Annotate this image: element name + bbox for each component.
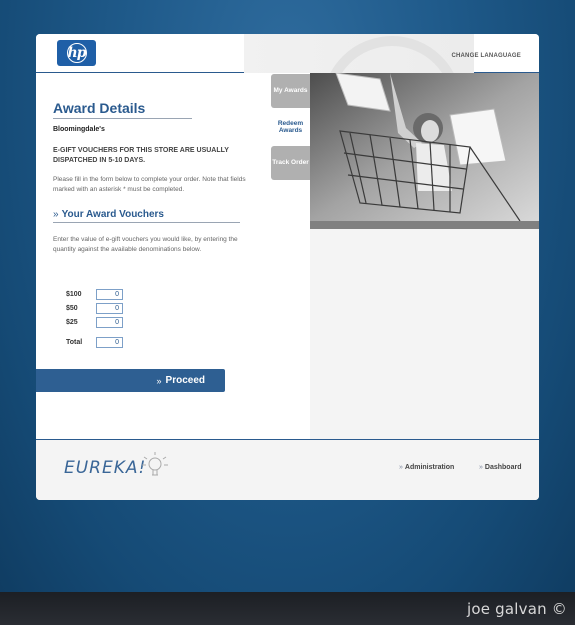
denomination-row-100 [66,288,123,300]
quantity-input-50[interactable]: 0 [96,303,123,314]
lightbulb-icon [139,450,171,482]
proceed-button[interactable] [36,369,225,392]
right-panel [310,229,539,439]
vouchers-section-title [53,209,240,223]
quantity-input-25[interactable]: 0 [96,317,123,328]
header [36,34,539,73]
credit-text: joe galvan © [467,600,567,618]
denomination-label: $50 [66,304,78,312]
hp-logo[interactable] [57,40,96,66]
administration-link[interactable] [399,464,454,471]
hero-divider [310,221,539,229]
footer [36,439,539,500]
change-language-link[interactable]: CHANGE LANAGUAGE [451,53,521,59]
dashboard-label: Dashboard [484,464,522,471]
denomination-label: $25 [66,318,78,326]
side-tabs [271,74,310,182]
administration-label: Administration [404,464,455,471]
proceed-chevron-icon: » [156,375,162,386]
dashboard-link[interactable] [479,464,521,471]
section-chevron-icon: » [53,209,59,220]
page-title: Award Details [53,100,192,119]
section-title-label: Your Award Vouchers [61,209,164,220]
store-name: Bloomingdale's [53,126,105,133]
quantity-input-100[interactable]: 0 [96,289,123,300]
hero-image [310,73,539,221]
link-chevron-icon: » [399,464,403,471]
total-label: Total [66,338,83,346]
link-chevron-icon: » [479,464,483,471]
total-row [66,336,123,348]
main-card [36,34,539,500]
proceed-label: Proceed [165,375,205,386]
voucher-instructions: Enter the value of e-gift vouchers you would like, by entering the quantity against the available denominations below. [53,236,238,254]
total-field: 0 [96,337,123,348]
dispatch-notice: E-GIFT VOUCHERS FOR THIS STORE ARE USUALLY DISPATCHED IN 5-10 DAYS. [53,147,229,164]
tab-my-awards[interactable]: My Awards [271,74,310,108]
hp-logo-text: hp [67,45,86,61]
tab-track-order[interactable]: Track Order [271,146,310,180]
form-instructions: Please fill in the form below to complete your order. Note that fields marked with an asterisk * must be completed. [53,176,246,193]
hp-watermark [244,34,474,73]
denomination-row-25 [66,316,123,328]
eureka-logo[interactable]: EUREKA! [64,458,147,478]
shopping-cart-photo [310,73,539,221]
tab-redeem-awards[interactable]: Redeem Awards [271,110,310,144]
denomination-label: $100 [66,290,82,298]
denomination-row-50 [66,302,123,314]
